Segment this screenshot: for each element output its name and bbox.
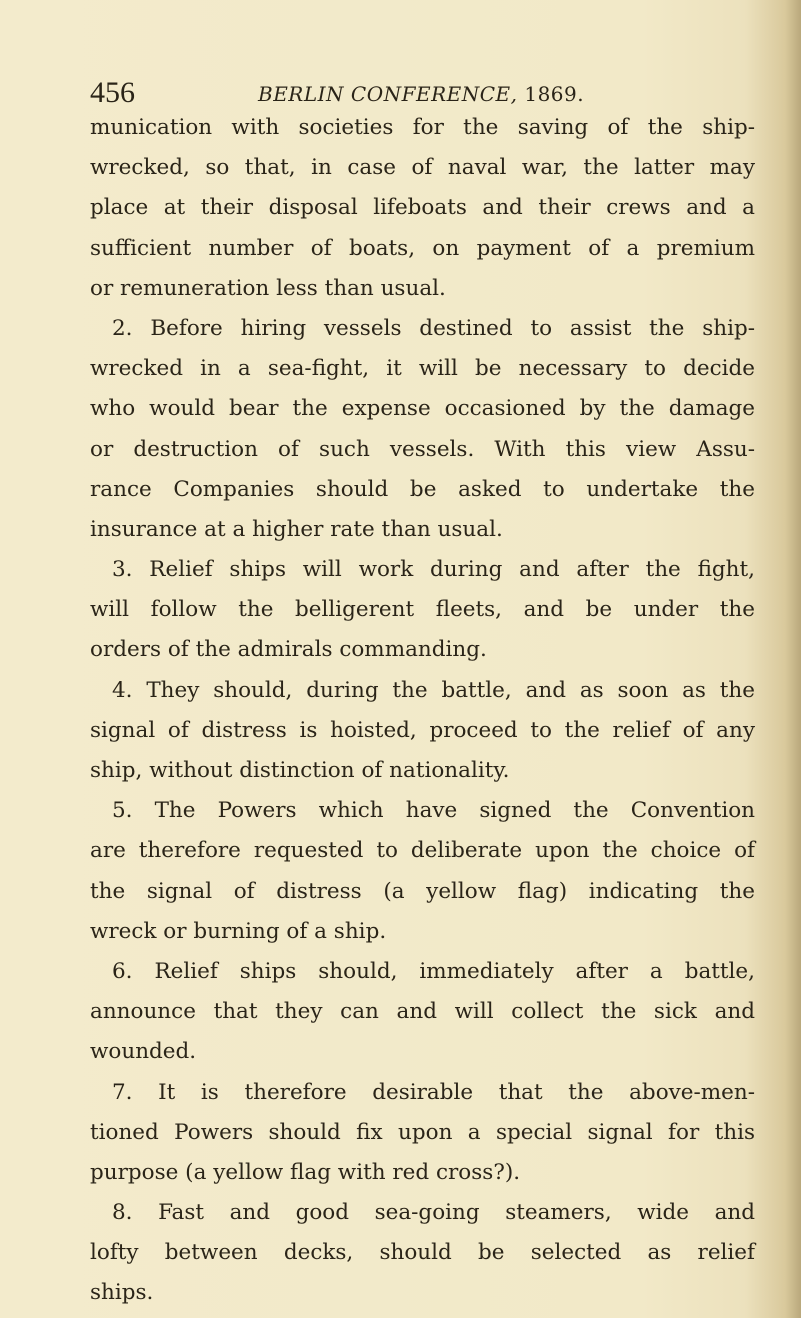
text-line: 6. Relief ships should, immediately after a battle,: [112, 958, 755, 984]
text-line: ships.: [90, 1280, 154, 1306]
text-line: lofty between decks, should be selected as relief: [90, 1240, 755, 1266]
text-line: place at their disposal lifeboats and their crews and a: [90, 195, 755, 221]
text-line: insurance at a higher rate than usual.: [90, 516, 503, 542]
text-line: 7. It is therefore desirable that the above-men-: [112, 1079, 755, 1105]
text-line: rance Companies should be asked to undertake the: [90, 476, 755, 502]
text-line: wrecked, so that, in case of naval war, the latter may: [90, 155, 755, 181]
text-line: will follow the belligerent fleets, and be under the: [90, 597, 755, 623]
text-line: wounded.: [90, 1039, 197, 1065]
text-line: are therefore requested to deliberate upon the choice of: [90, 838, 755, 864]
body-text: [90, 108, 755, 1314]
text-line: purpose (a yellow flag with red cross?).: [90, 1159, 521, 1185]
text-line: wrecked in a sea-fight, it will be necessary to decide: [90, 356, 755, 382]
page-number: 456: [90, 76, 135, 109]
running-head-year: 1869.: [524, 82, 585, 106]
text-line: who would bear the expense occasioned by the damage: [90, 396, 755, 422]
text-line: 3. Relief ships will work during and after the fight,: [112, 557, 755, 583]
text-line: the signal of distress (a yellow flag) indicating the: [90, 878, 755, 904]
text-line: orders of the admirals commanding.: [90, 637, 487, 663]
text-line: 8. Fast and good sea-going steamers, wide and: [112, 1200, 755, 1226]
page-header: [90, 70, 755, 110]
text-line: tioned Powers should fix upon a special signal for this: [90, 1119, 755, 1145]
text-line: munication with societies for the saving of the ship-: [90, 115, 755, 140]
text-line: 5. The Powers which have signed the Convention: [112, 798, 755, 824]
text-line: 4. They should, during the battle, and as soon as the: [112, 677, 755, 703]
running-head: [258, 82, 584, 106]
running-head-title: BERLIN CONFERENCE,: [258, 82, 518, 106]
text-line: signal of distress is hoisted, proceed to the relief of any: [90, 717, 755, 743]
text-line: 2. Before hiring vessels destined to assist the ship-: [112, 315, 755, 341]
text-line: ship, without distinction of nationality.: [90, 758, 510, 783]
text-line: or destruction of such vessels. With this view Assu-: [90, 436, 755, 462]
text-line: or remuneration less than usual.: [90, 275, 446, 301]
text-line: wreck or burning of a ship.: [90, 918, 387, 944]
text-line: sufficient number of boats, on payment of a premium: [90, 235, 755, 261]
text-line: announce that they can and will collect the sick and: [90, 999, 755, 1025]
